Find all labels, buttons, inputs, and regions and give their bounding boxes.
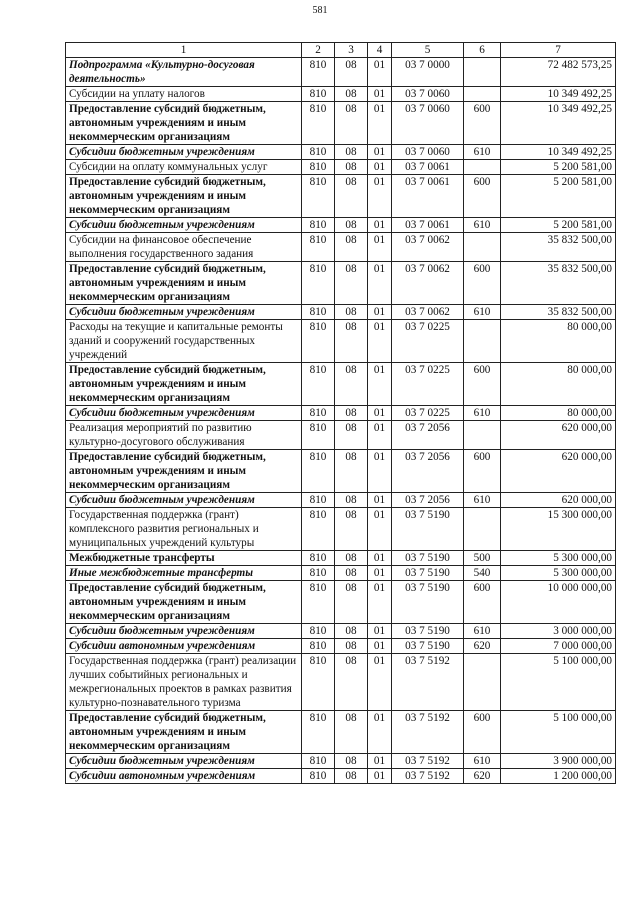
row-subsection-cell: 01 [368,233,392,262]
header-cell-7: 7 [501,43,616,58]
row-expense-type-cell [464,421,501,450]
row-ministry-code-cell: 810 [302,551,335,566]
row-ministry-code-cell: 810 [302,305,335,320]
row-ministry-code-cell: 810 [302,450,335,493]
row-name-cell: Реализация мероприятий по развитию культурно-досугового обслуживания [66,421,302,450]
table-row [66,175,616,218]
row-amount-cell: 10 349 492,25 [501,145,616,160]
row-expense-type-cell: 610 [464,145,501,160]
table-row [66,87,616,102]
row-amount-cell: 10 349 492,25 [501,87,616,102]
row-target-article-cell: 03 7 5190 [392,581,464,624]
row-name-cell: Субсидии на оплату коммунальных услуг [66,160,302,175]
row-name-cell: Предоставление субсидий бюджетным, автономным учреждениям и иным некоммерческим организациям [66,450,302,493]
row-expense-type-cell: 600 [464,175,501,218]
row-expense-type-cell: 600 [464,262,501,305]
row-section-cell: 08 [335,421,368,450]
row-expense-type-cell: 610 [464,624,501,639]
table-row [66,145,616,160]
row-ministry-code-cell: 810 [302,233,335,262]
row-expense-type-cell: 600 [464,581,501,624]
row-amount-cell: 5 100 000,00 [501,654,616,711]
table-row [66,102,616,145]
row-target-article-cell: 03 7 0061 [392,175,464,218]
table-row [66,218,616,233]
row-ministry-code-cell: 810 [302,160,335,175]
row-subsection-cell: 01 [368,421,392,450]
table-row [66,305,616,320]
row-amount-cell: 35 832 500,00 [501,233,616,262]
row-subsection-cell: 01 [368,406,392,421]
row-amount-cell: 5 300 000,00 [501,551,616,566]
row-target-article-cell: 03 7 0062 [392,262,464,305]
row-name-cell: Субсидии на уплату налогов [66,87,302,102]
row-amount-cell: 620 000,00 [501,421,616,450]
row-target-article-cell: 03 7 2056 [392,450,464,493]
row-target-article-cell: 03 7 0062 [392,233,464,262]
row-name-cell: Субсидии бюджетным учреждениям [66,145,302,160]
table-row [66,262,616,305]
row-expense-type-cell: 620 [464,769,501,784]
row-ministry-code-cell: 810 [302,363,335,406]
row-section-cell: 08 [335,102,368,145]
row-target-article-cell: 03 7 0060 [392,145,464,160]
row-target-article-cell: 03 7 5190 [392,551,464,566]
row-subsection-cell: 01 [368,102,392,145]
row-subsection-cell: 01 [368,305,392,320]
row-expense-type-cell [464,87,501,102]
row-amount-cell: 620 000,00 [501,450,616,493]
table-row [66,654,616,711]
row-ministry-code-cell: 810 [302,320,335,363]
row-subsection-cell: 01 [368,769,392,784]
row-subsection-cell: 01 [368,551,392,566]
row-expense-type-cell: 600 [464,102,501,145]
row-name-cell: Субсидии бюджетным учреждениям [66,305,302,320]
row-ministry-code-cell: 810 [302,218,335,233]
row-ministry-code-cell: 810 [302,421,335,450]
row-expense-type-cell [464,233,501,262]
row-amount-cell: 80 000,00 [501,320,616,363]
row-target-article-cell: 03 7 0225 [392,363,464,406]
header-row [66,43,616,58]
row-target-article-cell: 03 7 5192 [392,754,464,769]
row-target-article-cell: 03 7 0060 [392,87,464,102]
table-row [66,551,616,566]
row-target-article-cell: 03 7 0061 [392,160,464,175]
row-target-article-cell: 03 7 5190 [392,639,464,654]
row-ministry-code-cell: 810 [302,493,335,508]
table-row [66,639,616,654]
row-target-article-cell: 03 7 2056 [392,421,464,450]
row-subsection-cell: 01 [368,624,392,639]
row-target-article-cell: 03 7 5190 [392,508,464,551]
row-section-cell: 08 [335,508,368,551]
row-amount-cell: 1 200 000,00 [501,769,616,784]
page-number: 581 [312,5,328,16]
row-amount-cell: 15 300 000,00 [501,508,616,551]
row-section-cell: 08 [335,87,368,102]
row-target-article-cell: 03 7 0225 [392,320,464,363]
row-ministry-code-cell: 810 [302,624,335,639]
row-name-cell: Государственная поддержка (грант) комплексного развития региональных и муниципальных учреждений культуры [66,508,302,551]
row-amount-cell: 80 000,00 [501,406,616,421]
table-row [66,406,616,421]
budget-table [65,42,616,784]
row-amount-cell: 10 349 492,25 [501,102,616,145]
row-expense-type-cell: 600 [464,711,501,754]
row-section-cell: 08 [335,769,368,784]
table-row [66,754,616,769]
row-expense-type-cell [464,654,501,711]
row-amount-cell: 5 200 581,00 [501,175,616,218]
row-section-cell: 08 [335,581,368,624]
table-row [66,769,616,784]
row-ministry-code-cell: 810 [302,58,335,87]
row-name-cell: Расходы на текущие и капитальные ремонты зданий и сооружений государственных учреждений [66,320,302,363]
table-row [66,421,616,450]
row-section-cell: 08 [335,145,368,160]
row-section-cell: 08 [335,406,368,421]
row-amount-cell: 7 000 000,00 [501,639,616,654]
row-amount-cell: 3 000 000,00 [501,624,616,639]
table-row [66,624,616,639]
row-name-cell: Государственная поддержка (грант) реализации лучших событийных региональных и межрегиональных проектов в рамках развития культурно-познавательного туризма [66,654,302,711]
table-row [66,493,616,508]
row-expense-type-cell: 610 [464,406,501,421]
row-ministry-code-cell: 810 [302,754,335,769]
header-cell-6: 6 [464,43,501,58]
row-section-cell: 08 [335,175,368,218]
row-subsection-cell: 01 [368,87,392,102]
row-ministry-code-cell: 810 [302,581,335,624]
table-row [66,566,616,581]
row-section-cell: 08 [335,450,368,493]
row-target-article-cell: 03 7 0060 [392,102,464,145]
table-row [66,581,616,624]
row-amount-cell: 80 000,00 [501,363,616,406]
row-name-cell: Субсидии бюджетным учреждениям [66,754,302,769]
row-ministry-code-cell: 810 [302,87,335,102]
row-subsection-cell: 01 [368,160,392,175]
row-subsection-cell: 01 [368,581,392,624]
row-expense-type-cell [464,160,501,175]
row-name-cell: Предоставление субсидий бюджетным, автономным учреждениям и иным некоммерческим организациям [66,711,302,754]
row-amount-cell: 35 832 500,00 [501,305,616,320]
row-expense-type-cell: 620 [464,639,501,654]
row-section-cell: 08 [335,218,368,233]
row-expense-type-cell: 600 [464,363,501,406]
row-expense-type-cell [464,58,501,87]
table-row [66,160,616,175]
row-section-cell: 08 [335,639,368,654]
row-ministry-code-cell: 810 [302,654,335,711]
table-row [66,320,616,363]
table-body [66,58,616,784]
row-ministry-code-cell: 810 [302,508,335,551]
row-section-cell: 08 [335,754,368,769]
row-name-cell: Иные межбюджетные трансферты [66,566,302,581]
row-subsection-cell: 01 [368,175,392,218]
row-name-cell: Подпрограмма «Культурно-досуговая деятельность» [66,58,302,87]
row-amount-cell: 5 200 581,00 [501,218,616,233]
row-amount-cell: 3 900 000,00 [501,754,616,769]
row-expense-type-cell: 610 [464,754,501,769]
row-ministry-code-cell: 810 [302,769,335,784]
row-target-article-cell: 03 7 2056 [392,493,464,508]
row-name-cell: Субсидии на финансовое обеспечение выполнения государственного задания [66,233,302,262]
row-expense-type-cell [464,320,501,363]
row-subsection-cell: 01 [368,508,392,551]
row-name-cell: Предоставление субсидий бюджетным, автономным учреждениям и иным некоммерческим организациям [66,102,302,145]
row-amount-cell: 35 832 500,00 [501,262,616,305]
row-target-article-cell: 03 7 5192 [392,654,464,711]
table-row [66,711,616,754]
row-section-cell: 08 [335,551,368,566]
row-section-cell: 08 [335,160,368,175]
row-name-cell: Субсидии бюджетным учреждениям [66,493,302,508]
row-amount-cell: 72 482 573,25 [501,58,616,87]
header-cell-1: 1 [66,43,302,58]
row-subsection-cell: 01 [368,754,392,769]
table-row [66,233,616,262]
row-section-cell: 08 [335,493,368,508]
row-section-cell: 08 [335,566,368,581]
row-amount-cell: 5 100 000,00 [501,711,616,754]
row-name-cell: Межбюджетные трансферты [66,551,302,566]
row-target-article-cell: 03 7 5192 [392,711,464,754]
header-cell-5: 5 [392,43,464,58]
row-subsection-cell: 01 [368,145,392,160]
row-target-article-cell: 03 7 0061 [392,218,464,233]
row-section-cell: 08 [335,711,368,754]
row-expense-type-cell: 600 [464,450,501,493]
row-expense-type-cell: 610 [464,305,501,320]
row-amount-cell: 5 200 581,00 [501,160,616,175]
row-target-article-cell: 03 7 0062 [392,305,464,320]
row-name-cell: Предоставление субсидий бюджетным, автономным учреждениям и иным некоммерческим организациям [66,581,302,624]
row-section-cell: 08 [335,363,368,406]
row-amount-cell: 10 000 000,00 [501,581,616,624]
row-section-cell: 08 [335,58,368,87]
header-cell-3: 3 [335,43,368,58]
row-subsection-cell: 01 [368,363,392,406]
row-subsection-cell: 01 [368,218,392,233]
header-cell-2: 2 [302,43,335,58]
table-row [66,508,616,551]
header-cell-4: 4 [368,43,392,58]
row-target-article-cell: 03 7 5190 [392,566,464,581]
row-subsection-cell: 01 [368,58,392,87]
row-ministry-code-cell: 810 [302,711,335,754]
row-subsection-cell: 01 [368,711,392,754]
row-subsection-cell: 01 [368,639,392,654]
row-section-cell: 08 [335,305,368,320]
row-name-cell: Предоставление субсидий бюджетным, автономным учреждениям и иным некоммерческим организациям [66,363,302,406]
row-ministry-code-cell: 810 [302,145,335,160]
row-name-cell: Субсидии бюджетным учреждениям [66,624,302,639]
row-name-cell: Субсидии бюджетным учреждениям [66,406,302,421]
row-expense-type-cell: 540 [464,566,501,581]
row-ministry-code-cell: 810 [302,406,335,421]
row-expense-type-cell: 610 [464,493,501,508]
row-amount-cell: 620 000,00 [501,493,616,508]
row-subsection-cell: 01 [368,262,392,305]
row-section-cell: 08 [335,233,368,262]
row-name-cell: Предоставление субсидий бюджетным, автономным учреждениям и иным некоммерческим организациям [66,262,302,305]
row-section-cell: 08 [335,654,368,711]
row-target-article-cell: 03 7 5190 [392,624,464,639]
row-subsection-cell: 01 [368,493,392,508]
row-subsection-cell: 01 [368,450,392,493]
row-name-cell: Субсидии бюджетным учреждениям [66,218,302,233]
table-row [66,58,616,87]
table-row [66,363,616,406]
row-subsection-cell: 01 [368,320,392,363]
row-expense-type-cell: 500 [464,551,501,566]
row-name-cell: Предоставление субсидий бюджетным, автономным учреждениям и иным некоммерческим организациям [66,175,302,218]
row-target-article-cell: 03 7 0225 [392,406,464,421]
row-section-cell: 08 [335,262,368,305]
row-ministry-code-cell: 810 [302,175,335,218]
row-ministry-code-cell: 810 [302,639,335,654]
row-target-article-cell: 03 7 5192 [392,769,464,784]
row-subsection-cell: 01 [368,566,392,581]
row-ministry-code-cell: 810 [302,566,335,581]
row-name-cell: Субсидии автономным учреждениям [66,639,302,654]
row-expense-type-cell: 610 [464,218,501,233]
row-ministry-code-cell: 810 [302,102,335,145]
row-ministry-code-cell: 810 [302,262,335,305]
table-row [66,450,616,493]
row-name-cell: Субсидии автономным учреждениям [66,769,302,784]
row-subsection-cell: 01 [368,654,392,711]
row-expense-type-cell [464,508,501,551]
row-section-cell: 08 [335,624,368,639]
row-target-article-cell: 03 7 0000 [392,58,464,87]
row-amount-cell: 5 300 000,00 [501,566,616,581]
row-section-cell: 08 [335,320,368,363]
